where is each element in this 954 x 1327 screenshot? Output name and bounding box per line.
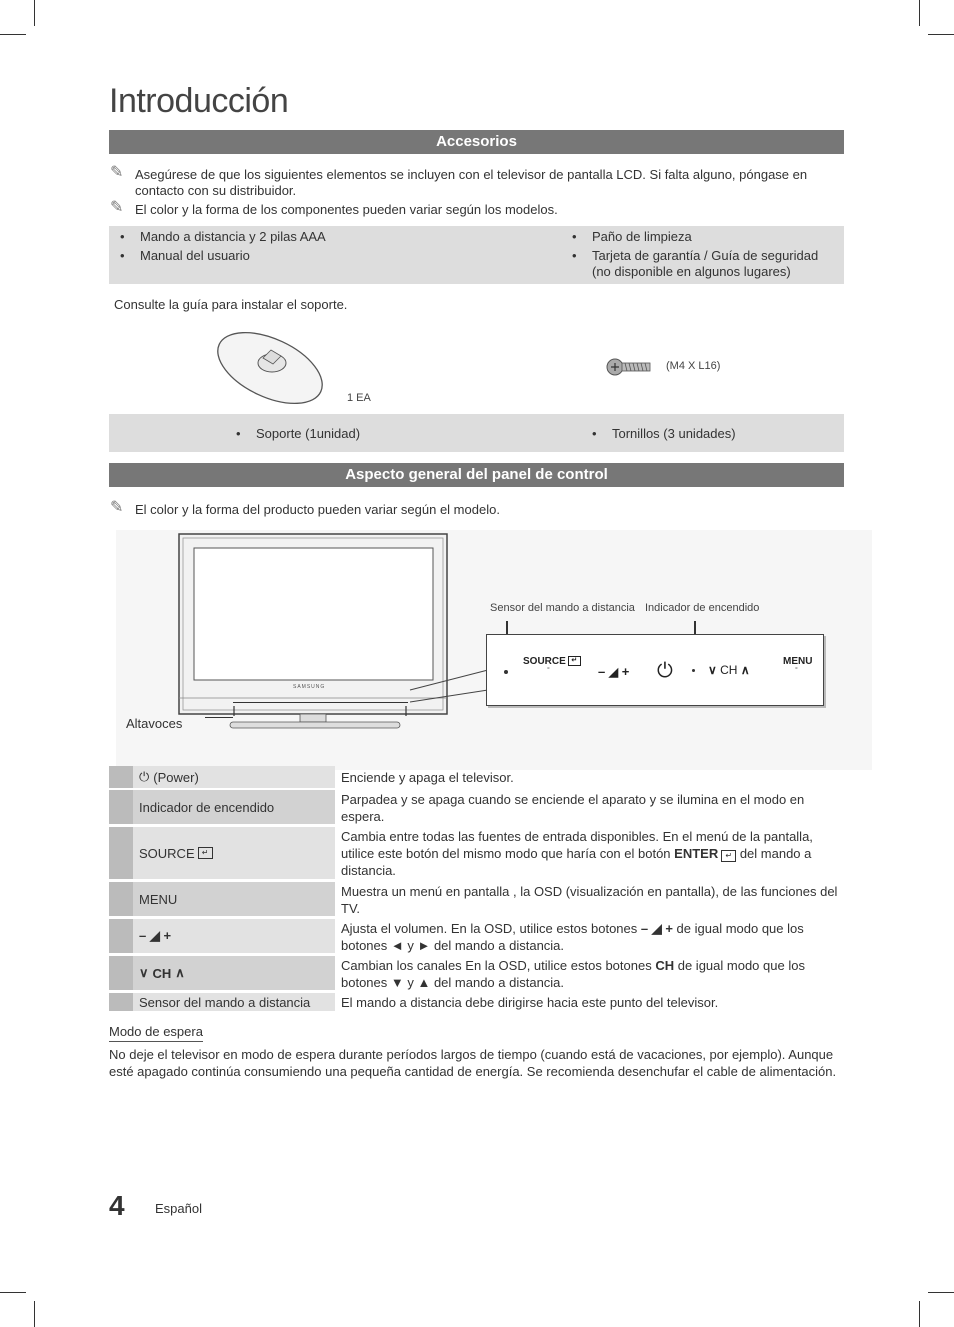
page-title: Introducción	[109, 82, 289, 120]
chevron-down-icon: ∨	[139, 965, 149, 980]
crop-mark	[919, 1301, 920, 1327]
row-label: SOURCE	[139, 845, 195, 861]
zoom-connector	[400, 630, 500, 710]
panel-menu-button[interactable]: MENU	[783, 656, 813, 667]
row-description: Enciende y apaga el televisor.	[341, 770, 514, 785]
table-row	[109, 919, 844, 953]
table-row	[109, 882, 844, 916]
note-accessories-1	[110, 164, 835, 199]
note-text: El color y la forma del producto pueden variar según el modelo.	[135, 502, 500, 517]
row-label: Sensor del mando a distancia	[133, 993, 335, 1011]
brand-logo: SAMSUNG	[293, 684, 326, 690]
chevron-up-icon: ∧	[740, 663, 750, 677]
speaker-callout-leader	[205, 717, 233, 718]
crop-mark	[928, 34, 954, 35]
note-text: Asegúrese de que los siguientes elementos se incluyen con el televisor de pantalla LCD. Si falta alguno, póngase en contacto con su distribuidor.	[135, 167, 808, 198]
row-description: Muestra un menú en pantalla , la OSD (visualización en pantalla), de las funciones del TV.	[341, 884, 838, 916]
panel-channel-buttons[interactable]	[708, 663, 750, 677]
small-dot-icon: °	[547, 667, 550, 674]
row-label: – ◢ +	[133, 919, 335, 953]
row-label: MENU	[133, 882, 335, 916]
chevron-down-icon: ∨	[708, 663, 717, 677]
power-icon: ⏻	[139, 769, 150, 784]
source-input-icon: ↵	[198, 847, 213, 859]
note-accessories-2	[110, 199, 835, 218]
panel-ch-label: CH	[720, 663, 738, 677]
table-row	[109, 993, 844, 1011]
list-item: • Manual del usuario	[120, 248, 250, 263]
row-label: (Power)	[153, 769, 199, 785]
row-description: Parpadea y se apaga cuando se enciende el aparato y se ilumina en el modo en espera.	[341, 792, 805, 824]
stand-quantity: 1 EA	[347, 392, 371, 404]
panel-source-label: SOURCE	[523, 656, 566, 667]
callout-power-indicator: Indicador de encendido	[645, 602, 760, 614]
crop-mark	[919, 0, 920, 26]
row-description: Cambian los canales En la OSD, utilice estos botones CH de igual modo que los botones ▼ y ▲ del mando a distancia.	[341, 958, 805, 990]
crop-mark	[928, 1292, 954, 1293]
note-control-panel	[110, 499, 835, 518]
list-item: • Mando a distancia y 2 pilas AAA	[120, 229, 326, 244]
crop-mark	[34, 0, 35, 26]
row-label: Indicador de encendido	[133, 790, 335, 824]
page-number: 4	[109, 1190, 125, 1221]
list-item: • Tornillos (3 unidades)	[592, 426, 736, 441]
row-description: El mando a distancia debe dirigirse hacia este punto del televisor.	[341, 995, 719, 1010]
row-label: CH	[152, 965, 172, 981]
chevron-up-icon: ∧	[175, 965, 185, 980]
panel-power-button[interactable]	[657, 660, 673, 683]
speakers-label: Altavoces	[126, 716, 183, 731]
power-icon: ⏻	[657, 660, 673, 682]
callout-remote-sensor: Sensor del mando a distancia	[490, 602, 635, 614]
crop-mark	[0, 34, 26, 35]
section-header-accessories: Accesorios	[109, 130, 844, 154]
stand-guide-text: Consulte la guía para instalar el soporte.	[114, 297, 348, 312]
crop-mark	[0, 1292, 26, 1293]
small-dot-icon: °	[795, 667, 798, 674]
enter-icon: ↵	[721, 850, 736, 862]
source-input-icon: ↵	[568, 656, 581, 666]
section-header-control-panel: Aspecto general del panel de control	[109, 463, 844, 487]
pencil-note-icon: ✎	[110, 499, 124, 516]
list-item: • Soporte (1unidad)	[236, 426, 361, 441]
list-item: • Paño de limpieza	[572, 229, 692, 244]
standby-paragraph: No deje el televisor en modo de espera durante períodos largos de tiempo (cuando está de vacaciones, por ejemplo). Aunque esté apagado continúa consumiendo una pequeña cantidad de energía. Se recomienda desenchufar el cable de alimentación.	[109, 1047, 837, 1079]
list-item: • Tarjeta de garantía / Guía de seguridad (no disponible en algunos lugares)	[572, 248, 819, 279]
crop-mark	[34, 1301, 35, 1327]
table-row	[109, 956, 844, 990]
volume-icon: ◢	[608, 665, 619, 679]
table-row	[109, 790, 844, 824]
page-language: Español	[155, 1201, 202, 1216]
standby-heading: Modo de espera	[109, 1024, 203, 1042]
note-text: El color y la forma de los componentes pueden variar según los modelos.	[135, 202, 558, 217]
stand-illustration	[205, 330, 335, 410]
screw-illustration	[606, 356, 654, 378]
panel-volume-buttons[interactable]: – ◢ +	[598, 664, 630, 679]
speaker-callout-line	[233, 702, 408, 703]
panel-source-button[interactable]	[523, 656, 581, 667]
screw-spec: (M4 X L16)	[666, 360, 721, 372]
pencil-note-icon: ✎	[110, 164, 124, 181]
row-description: Cambia entre todas las fuentes de entrada disponibles. En el menú de la pantalla, utilice este botón del mismo modo que haría con el botón ENTER ↵ del mando a distancia.	[341, 829, 813, 878]
pencil-note-icon: ✎	[110, 199, 124, 216]
control-panel-zoom	[486, 634, 824, 706]
table-row	[109, 766, 844, 788]
table-row	[109, 827, 844, 879]
row-description: Ajusta el volumen. En la OSD, utilice estos botones – ◢ + de igual modo que los botones ◄ y ► del mando a distancia.	[341, 921, 804, 953]
power-indicator-dot	[692, 669, 695, 672]
remote-sensor-dot	[504, 670, 508, 674]
